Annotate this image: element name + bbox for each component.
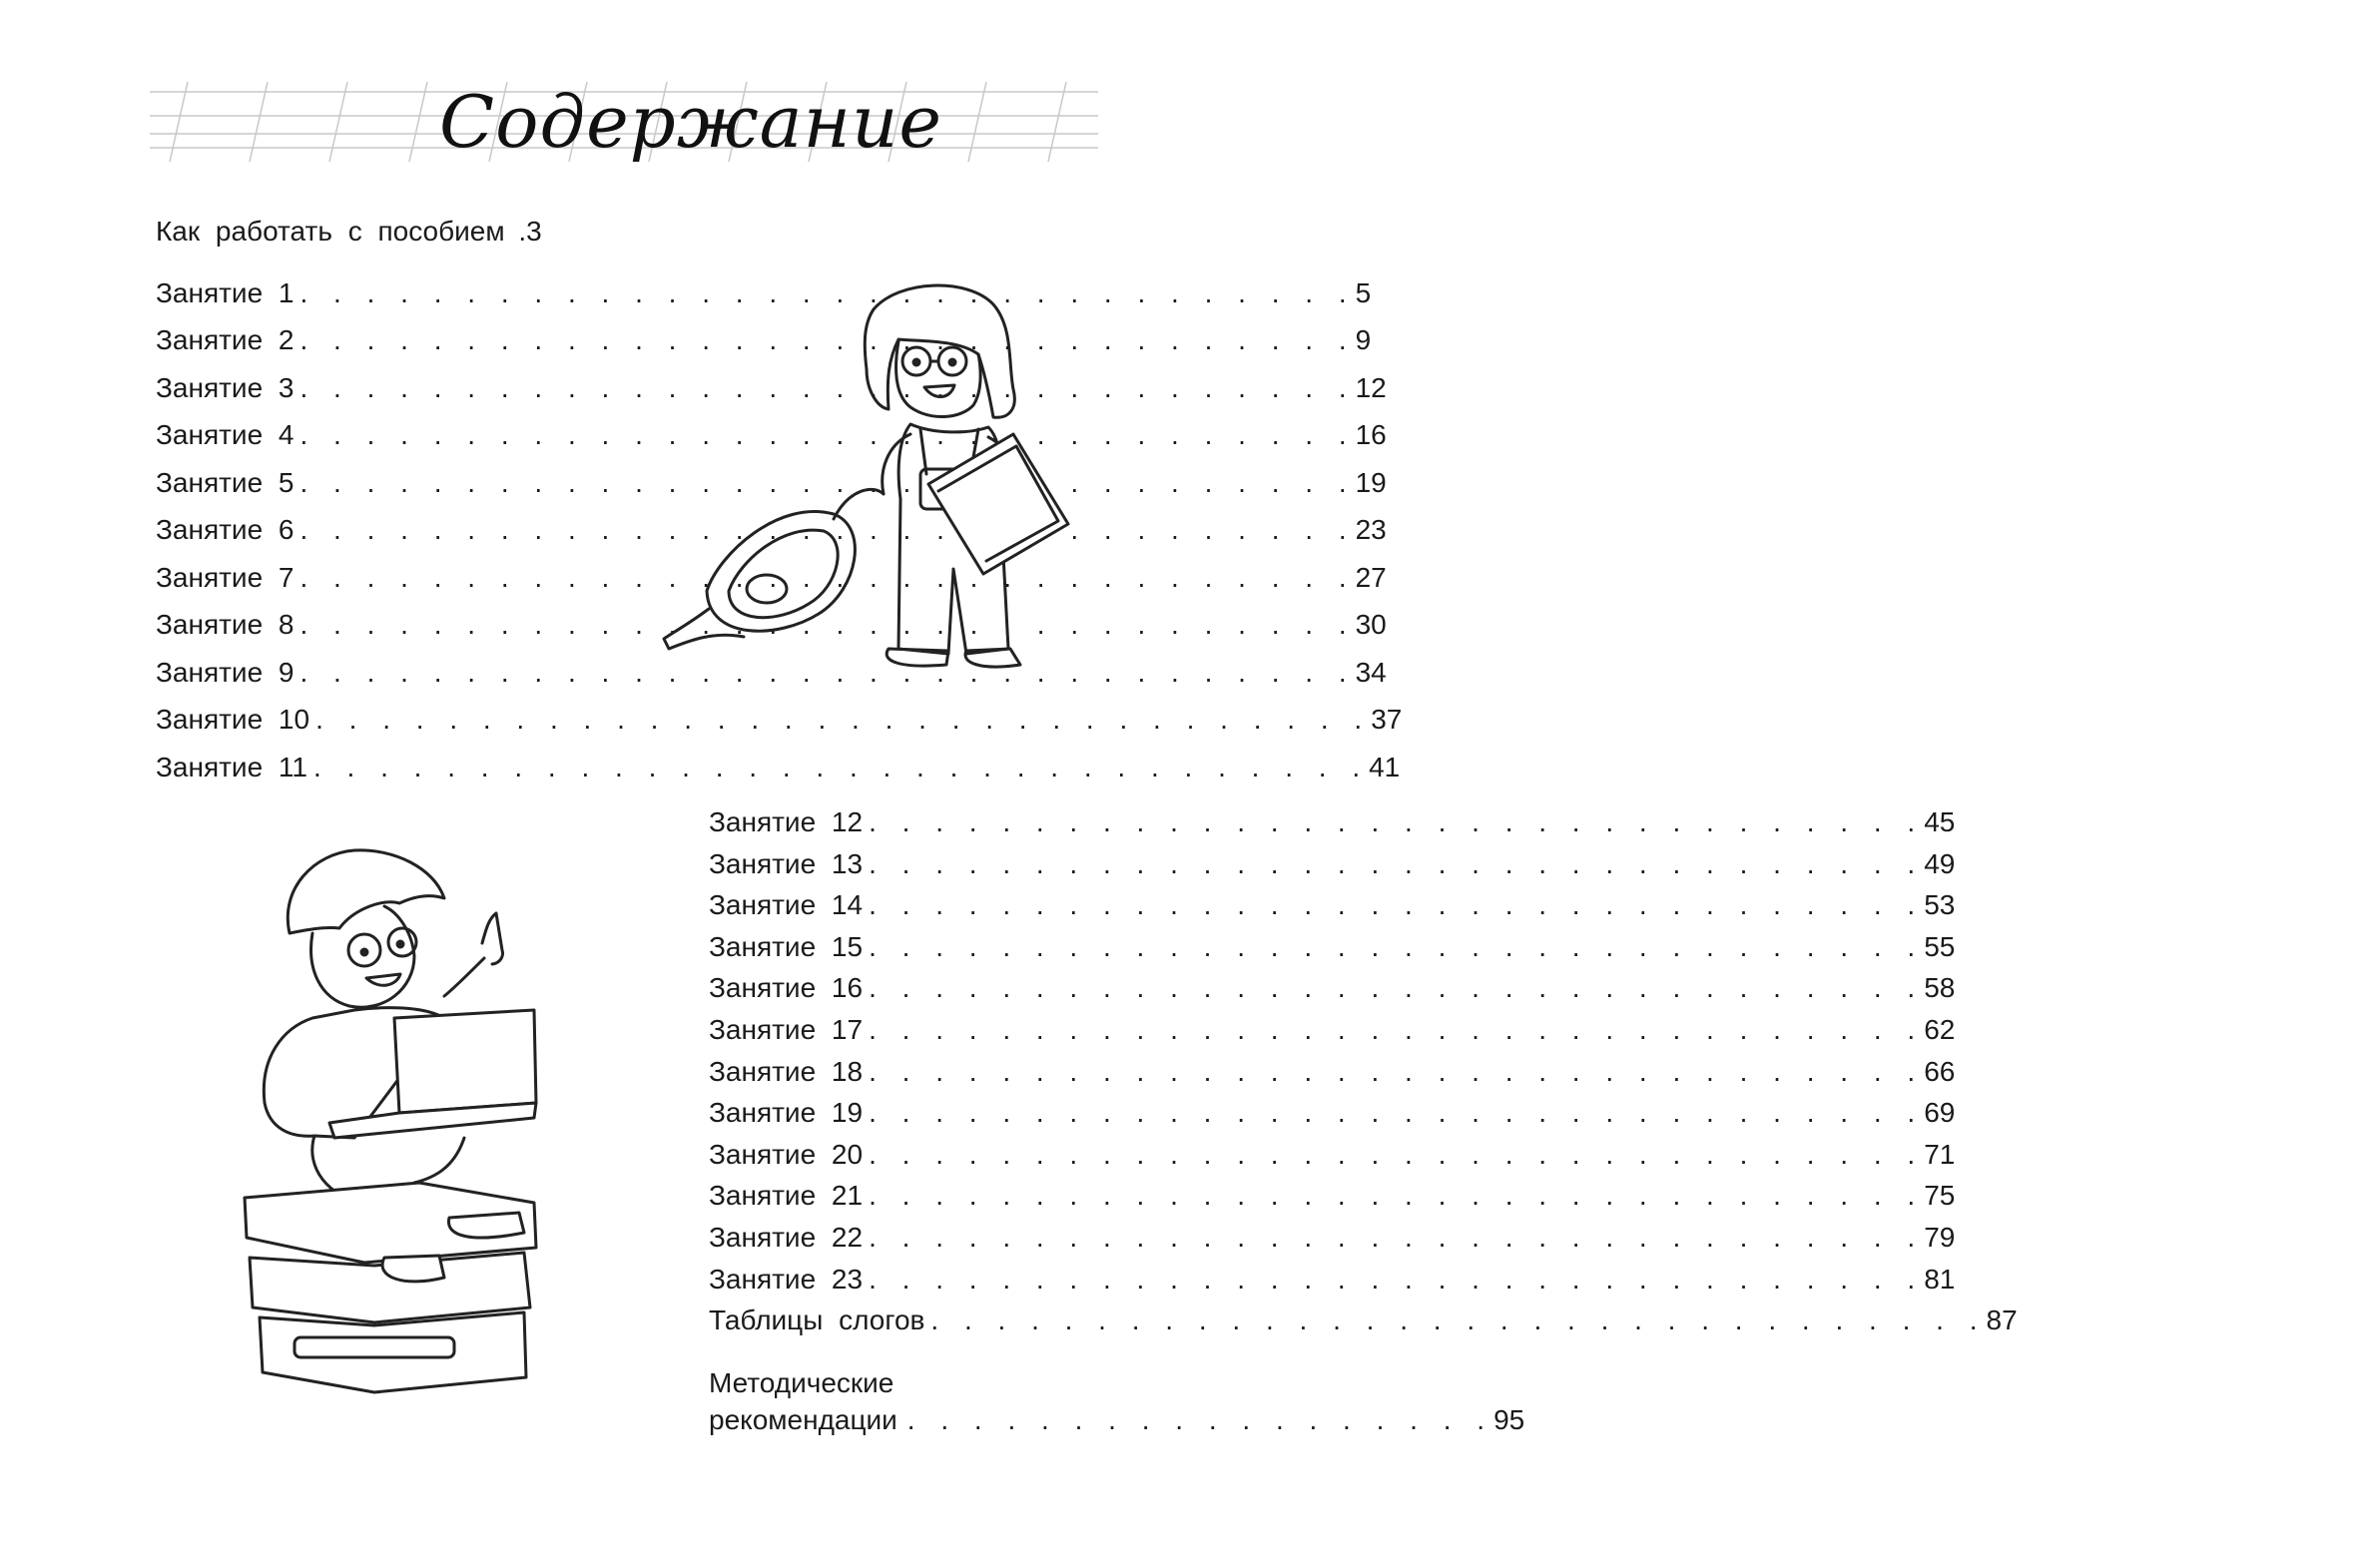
toc-entry-page: 34 <box>1355 656 1387 688</box>
toc-entry-label: Занятие 2 <box>156 324 295 355</box>
toc-entry-label: Таблицы слогов <box>709 1304 925 1336</box>
toc-entry[interactable] <box>709 1097 1956 1139</box>
leader-dots <box>307 752 1369 783</box>
toc-entry-label: Занятие 11 <box>156 751 307 782</box>
toc-entry-label: Занятие 1 <box>156 276 295 308</box>
toc-entry[interactable] <box>709 1055 1956 1098</box>
toc-entry[interactable] <box>709 1263 1956 1305</box>
leader-dots <box>863 1097 1924 1129</box>
leader-dots <box>863 1180 1924 1212</box>
toc-entry-label: Занятие 9 <box>156 656 295 688</box>
toc-entry[interactable] <box>709 1013 1956 1056</box>
leader-dots <box>863 972 1924 1004</box>
toc-entry[interactable] <box>156 419 1387 467</box>
toc-entry-page: 53 <box>1924 889 1956 921</box>
toc-entry-label: Занятие 17 <box>709 1013 864 1045</box>
leader-dots <box>863 1264 1924 1296</box>
toc-entry-label: Занятие 15 <box>709 930 864 962</box>
toc-entry-label: Занятие 16 <box>709 972 864 1004</box>
toc-entry-page: 45 <box>1924 806 1956 837</box>
toc-entry-label: Занятие 23 <box>709 1263 864 1295</box>
toc-entry-label-line2: рекомендации <box>709 1403 897 1435</box>
toc-entry-page: 30 <box>1355 609 1387 640</box>
toc-entry-page: 37 <box>1371 704 1403 735</box>
toc-entry-page: 62 <box>1924 1013 1956 1045</box>
toc-entry-label: Занятие 19 <box>709 1097 864 1129</box>
toc-entry-page: 19 <box>1355 466 1387 498</box>
toc-entry-page: 9 <box>1355 324 1372 355</box>
toc-entry[interactable] <box>709 847 1956 890</box>
boy-with-laptop-illustration <box>235 838 564 1417</box>
toc-entry-label: Занятие 22 <box>709 1221 864 1253</box>
toc-entry-page: 27 <box>1355 561 1387 593</box>
toc-entry[interactable] <box>156 371 1387 420</box>
toc-entry-label: Занятие 13 <box>709 847 864 879</box>
toc-entry-label: Занятие 14 <box>709 889 864 921</box>
toc-entry-label: Занятие 4 <box>156 419 295 450</box>
leader-dots <box>863 931 1924 963</box>
toc-entry-label: Занятие 21 <box>709 1180 864 1212</box>
toc-entry-label: Занятие 7 <box>156 561 295 593</box>
leader-dots <box>863 1056 1924 1088</box>
toc-entry-label: Занятие 12 <box>709 806 864 837</box>
toc-entry[interactable] <box>156 704 1403 752</box>
leader-dots <box>863 1222 1924 1254</box>
toc-entry[interactable] <box>156 324 1372 372</box>
toc-entry-page: 16 <box>1355 419 1387 450</box>
toc-entry-page: 23 <box>1355 514 1387 545</box>
leader-dots <box>863 1014 1924 1046</box>
leader-dots <box>863 848 1924 880</box>
page-title: Содержание <box>439 80 942 164</box>
toc-entry-label: Занятие 5 <box>156 466 295 498</box>
toc-intro-entry[interactable] <box>156 216 575 263</box>
girl-with-book-illustration <box>649 269 1118 729</box>
toc-entry[interactable] <box>156 514 1387 562</box>
toc-methodical-entry[interactable] <box>709 1364 1525 1438</box>
toc-entry[interactable] <box>156 609 1387 657</box>
toc-entry-page: 69 <box>1924 1097 1956 1129</box>
toc-entry[interactable] <box>156 656 1387 705</box>
toc-entry[interactable] <box>709 806 1956 848</box>
toc-entry-page: 95 <box>1493 1403 1525 1435</box>
toc-entry-page: 55 <box>1924 930 1956 962</box>
toc-entry-label: Как работать с пособием <box>156 216 505 247</box>
toc-entry-page: 81 <box>1924 1263 1956 1295</box>
toc-entry-page: .3 <box>518 216 542 247</box>
toc-entry-page: 12 <box>1355 371 1387 403</box>
toc-entry-page: 66 <box>1924 1055 1956 1087</box>
leader-dots: . . . . . . . . . . . . . . . . . . <box>906 1403 1494 1435</box>
toc-entry-page: 87 <box>1986 1304 2018 1336</box>
toc-entry-page: 41 <box>1369 751 1401 782</box>
toc-entry-label: Занятие 8 <box>156 609 295 640</box>
toc-entry-page: 58 <box>1924 972 1956 1004</box>
toc-entry[interactable] <box>709 1304 2018 1346</box>
toc-entry-label: Занятие 18 <box>709 1055 864 1087</box>
toc-entry[interactable] <box>709 1138 1956 1181</box>
toc-column-1 <box>156 216 1403 798</box>
toc-entry[interactable] <box>709 930 1956 973</box>
toc-entry[interactable] <box>709 1221 1956 1264</box>
toc-entry[interactable] <box>709 972 1956 1014</box>
toc-entry-page: 75 <box>1924 1180 1956 1212</box>
toc-entry[interactable] <box>156 276 1372 325</box>
toc-entry-line2 <box>709 1401 1525 1438</box>
toc-entry-label-line1: Методические <box>709 1366 894 1398</box>
toc-entry-page: 49 <box>1924 847 1956 879</box>
toc-entry[interactable] <box>156 751 1401 799</box>
toc-entry[interactable] <box>709 1180 1956 1222</box>
toc-entry-label: Занятие 3 <box>156 371 295 403</box>
toc-entry-label: Занятие 20 <box>709 1138 864 1170</box>
toc-entry-label: Занятие 10 <box>156 704 310 735</box>
toc-column-2 <box>709 806 2018 1438</box>
leader-dots <box>924 1304 1986 1336</box>
toc-entry-page: 71 <box>1924 1138 1956 1170</box>
toc-entry[interactable] <box>156 561 1387 610</box>
toc-entry-page: 5 <box>1355 276 1372 308</box>
toc-entry[interactable] <box>156 466 1387 515</box>
leader-dots <box>863 806 1924 838</box>
toc-entry-label: Занятие 6 <box>156 514 295 545</box>
toc-entry-page: 79 <box>1924 1221 1956 1253</box>
toc-entry[interactable] <box>709 889 1956 931</box>
leader-dots <box>863 1139 1924 1171</box>
leader-dots <box>863 889 1924 921</box>
